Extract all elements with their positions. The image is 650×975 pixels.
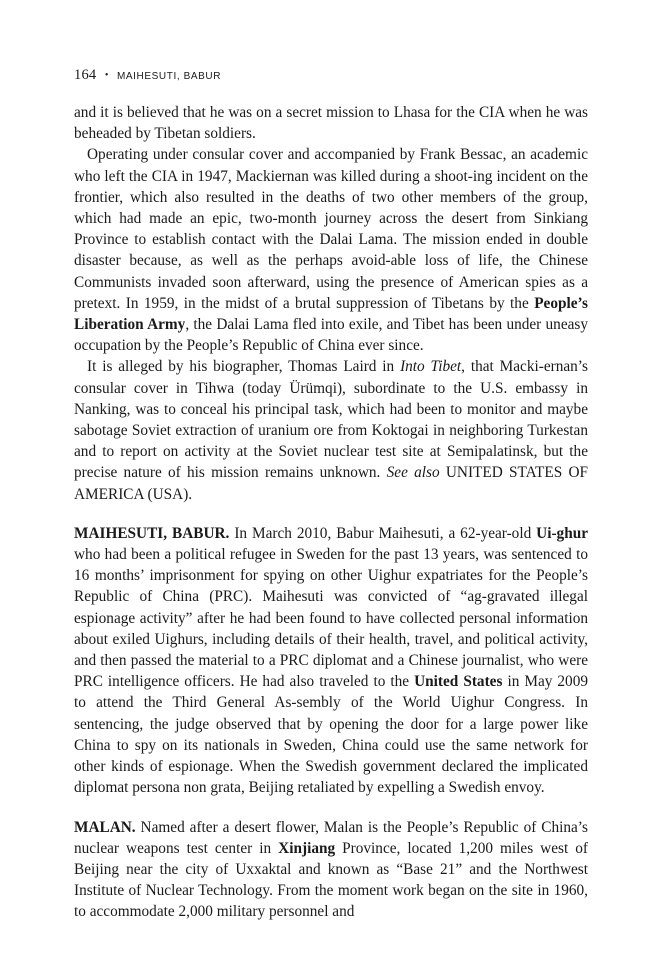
- text-run: Province, located 1,200 miles west of Beijing near the city of Uxxaktal and known as “Base 21” and the Northwest Institute of Nuclear Technology. From the moment work began on the site in 1960, to accommodate 2,000 military personnel and: [74, 839, 588, 921]
- bullet-separator: •: [104, 70, 109, 81]
- text-run: in May 2009 to attend the Third General As-sembly of the World Uighur Congress. In sentencing, the judge observed that by opening the door for a large power like China to spy on its nationals in Sweden, China could use the same network for other kinds of espionage. When the Swedish government declared the implicated diplomat persona non grata, Beijing retaliated by expelling a Swedish envoy.: [74, 673, 589, 797]
- continuation-paragraph: [74, 102, 588, 144]
- page-number: 164: [74, 67, 97, 83]
- running-title: MAIHESUTI, BABUR: [116, 71, 222, 82]
- bold-term: MAIHESUTI, BABUR.: [74, 524, 230, 542]
- text-run: and it is believed that he was on a secret mission to Lhasa for the CIA when he was beheaded by Tibetan soldiers.: [74, 104, 588, 143]
- text-run: In March 2010, Babur Maihesuti, a 62-year-old: [229, 524, 537, 542]
- text-run: , that Macki-ernan’s consular cover in Tihwa (today Ürümqi), subordinate to the U.S. embassy in Nanking, was to conceal his principal task, which had been to monitor and maybe sabotage Soviet extraction of uranium ore from Koktogai in neighboring Turkestan and to report on activity at the Soviet nuclear test site at Semipalatinsk, but the precise nature of his mission remains unknown.: [74, 358, 588, 482]
- entry-malan: [74, 817, 588, 923]
- running-head: [74, 66, 588, 86]
- text-run: Operating under consular cover and accompanied by Frank Bessac, an academic who left the CIA in 1947, Mackiernan was killed during a shoot-ing incident on the frontier, which also resulted in the deaths of two other members of the group, which had made an epic, two-month journey across the desert from Sinkiang Province to establish contact with the Dalai Lama. The mission ended in double disaster because, as well as the perhaps avoid-able loss of life, the Chinese Communists invaded soon afterward, using the presence of American spies as a pretext. In 1959, in the midst of a brutal suppression of Tibetans by the: [74, 146, 588, 312]
- bold-term: Ui-ghur: [536, 524, 588, 542]
- body-paragraph: [74, 356, 588, 504]
- text-run: who had been a political refugee in Sweden for the past 13 years, was sentenced to 16 months’ imprisonment for spying on other Uighur expatriates for the People’s Republic of China (PRC). Maihesuti was convicted of “ag-gravated illegal espionage activity” after he had been found to have collected personal information about exiled Uighurs, including details of their health, travel, and political activity, and then passed the material to a PRC diplomat and a Chinese journalist, who were PRC intelligence officers. He had also traveled to the: [74, 546, 588, 691]
- italic-text: See also: [386, 464, 440, 482]
- bold-term: MALAN.: [74, 818, 136, 836]
- bold-term: People’s Liberation Army: [74, 294, 588, 334]
- body-paragraph: [74, 144, 588, 356]
- text-run: , the Dalai Lama fled into exile, and Tibet has been under uneasy occupation by the People’s Republic of China ever since.: [74, 316, 588, 355]
- text-run: It is alleged by his biographer, Thomas Laird in: [87, 358, 401, 376]
- italic-text: Into Tibet: [400, 358, 462, 376]
- entry-maihesuti-babur: [74, 523, 588, 799]
- book-page: [74, 66, 588, 923]
- bold-term: Xinjiang: [278, 839, 336, 857]
- bold-term: United States: [414, 673, 503, 691]
- text-run: UNITED STATES OF AMERICA (USA).: [74, 464, 589, 503]
- text-run: Named after a desert flower, Malan is the People’s Republic of China’s nuclear weapons test center in: [74, 818, 588, 857]
